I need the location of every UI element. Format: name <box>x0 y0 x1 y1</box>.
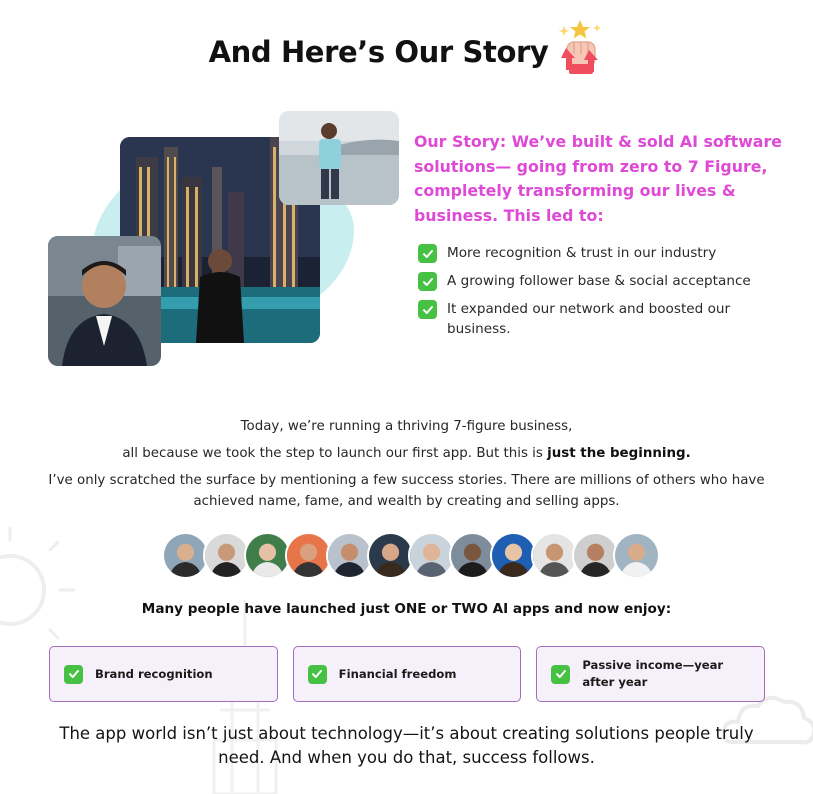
story-block <box>414 130 794 347</box>
avatar <box>326 532 373 579</box>
intro-text <box>30 416 783 518</box>
benefit-list <box>414 243 794 339</box>
benefit-card-brand <box>49 646 278 702</box>
intro-line-2-emphasis: just the beginning. <box>547 446 691 461</box>
photo-beach <box>279 111 399 205</box>
apps-statement: Many people have launched just ONE or TWO AI apps and now enjoy: <box>141 601 672 617</box>
card-label: Brand recognition <box>95 666 213 681</box>
avatar <box>244 532 291 579</box>
avatar <box>408 532 455 579</box>
closing-statement: The app world isn’t just about technology—it’s about creating solutions people truly need. And when you do that, success follows. <box>59 724 754 767</box>
list-item <box>414 271 794 291</box>
avatar <box>449 532 496 579</box>
list-item <box>414 299 794 339</box>
success-people-avatars <box>162 532 652 580</box>
photo-portrait-suit <box>48 236 161 366</box>
check-icon <box>418 244 437 263</box>
avatar <box>162 532 209 579</box>
sun-doodle-icon <box>0 520 80 650</box>
check-icon <box>64 665 83 684</box>
avatar <box>490 532 537 579</box>
list-item <box>414 243 794 263</box>
check-icon <box>418 300 437 319</box>
intro-line-2 <box>30 443 783 464</box>
card-label: Financial freedom <box>338 666 457 681</box>
check-icon <box>308 665 327 684</box>
check-icon <box>418 272 437 291</box>
intro-line-2-text: all because we took the step to launch our first app. But this is <box>122 446 548 461</box>
page-title: And Here’s Our Story <box>208 35 549 69</box>
avatar <box>285 532 332 579</box>
benefit-cards <box>49 646 765 702</box>
card-label: Passive income—year after year <box>582 658 724 689</box>
intro-line-1: Today, we’re running a thriving 7-figure business, <box>240 419 573 434</box>
avatar <box>613 532 660 579</box>
benefit-card-passive <box>536 646 765 702</box>
intro-line-3: I’ve only scratched the surface by mentioning a few success stories. There are millions of others who have achieved name, fame, and wealth by creating and selling apps. <box>48 473 765 509</box>
avatar <box>531 532 578 579</box>
check-icon <box>551 665 570 684</box>
benefit-text: More recognition & trust in our industry <box>447 245 717 261</box>
raised-fist-sparkle-icon <box>558 18 604 76</box>
benefit-text: It expanded our network and boosted our business. <box>447 301 731 337</box>
avatar <box>367 532 414 579</box>
story-heading: Our Story: We’ve built & sold AI software solutions— going from zero to 7 Figure, completely transforming our lives & business. This led to: <box>414 132 782 225</box>
benefit-text: A growing follower base & social acceptance <box>447 273 751 289</box>
avatar <box>572 532 619 579</box>
section-header <box>0 28 813 76</box>
benefit-card-financial <box>293 646 522 702</box>
avatar <box>203 532 250 579</box>
